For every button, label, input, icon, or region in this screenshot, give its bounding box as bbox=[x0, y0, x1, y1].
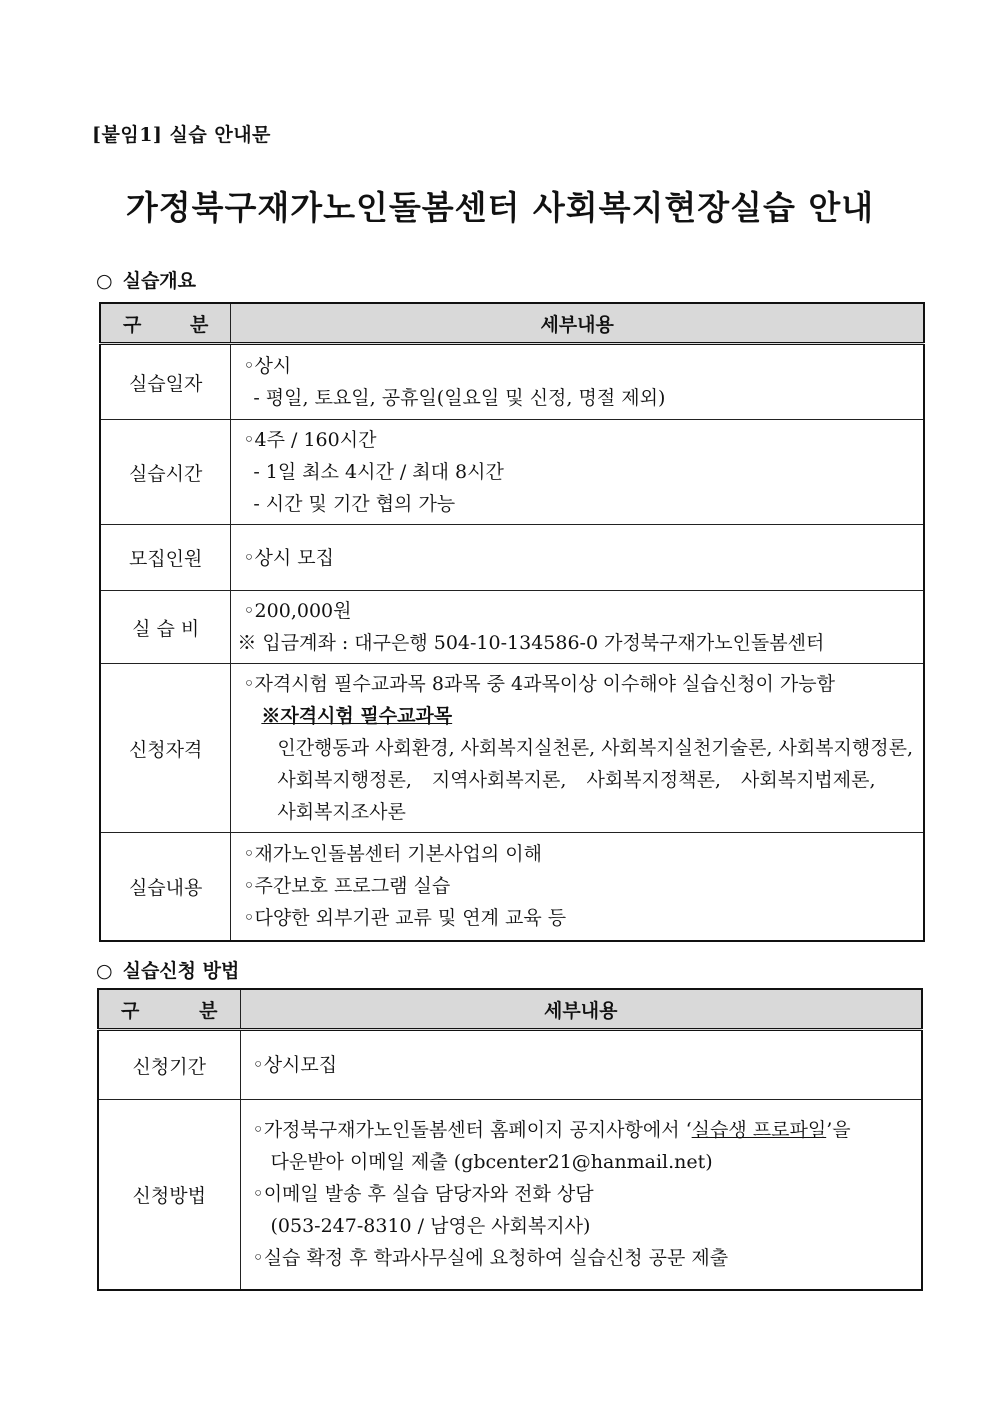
section-heading-application bbox=[96, 956, 239, 983]
circle-bullet-icon: ○ bbox=[96, 270, 113, 292]
row-label: 신청자격 bbox=[100, 664, 231, 833]
row-label: 실습일자 bbox=[100, 344, 231, 420]
table-header-row bbox=[98, 989, 922, 1030]
table-row bbox=[100, 525, 924, 591]
row-details: ◦200,000원 ※ 입금계좌 : 대구은행 504-10-134586-0 가정북구재가노인돌봄센터 bbox=[231, 591, 924, 664]
header-details: 세부내용 bbox=[231, 303, 924, 344]
row-label: 실습시간 bbox=[100, 420, 231, 525]
table-row bbox=[100, 833, 924, 941]
table-row bbox=[100, 420, 924, 525]
table-row bbox=[100, 591, 924, 664]
row-details: ◦상시 모집 bbox=[231, 525, 924, 591]
section-heading-overview bbox=[96, 266, 196, 293]
row-label: 모집인원 bbox=[100, 525, 231, 591]
table-row bbox=[100, 664, 924, 833]
page-title: 가정북구재가노인돌봄센터 사회복지현장실습 안내 bbox=[125, 188, 875, 227]
row-details: ◦가정북구재가노인돌봄센터 홈페이지 공지사항에서 ‘실습생 프로파일’을 다운받아 이메일 제출 (gbcenter21@hanmail.net) ◦이메일 발송 후 실습 담당자와 전화 상담 (053-247-8310 / 남영은 사회복지사) ◦실습 확정 후 학과사무실에 요청하여 실습신청 공문 제출 bbox=[240, 1100, 922, 1290]
section-title: 실습개요 bbox=[122, 270, 197, 292]
row-details: ◦상시 - 평일, 토요일, 공휴일(일요일 및 신정, 명절 제외) bbox=[231, 344, 924, 420]
header-details: 세부내용 bbox=[240, 989, 922, 1030]
row-label: 실 습 비 bbox=[100, 591, 231, 664]
table-header-row bbox=[100, 303, 924, 344]
header-category: 구 분 bbox=[100, 303, 231, 344]
attachment-label: [붙임1] 실습 안내문 bbox=[92, 124, 271, 146]
row-details: ◦4주 / 160시간 - 1일 최소 4시간 / 최대 8시간 - 시간 및 기간 협의 가능 bbox=[231, 420, 924, 525]
row-label: 신청기간 bbox=[98, 1030, 240, 1100]
overview-table bbox=[99, 302, 925, 942]
row-details: ◦재가노인돌봄센터 기본사업의 이해 ◦주간보호 프로그램 실습 ◦다양한 외부기관 교류 및 연계 교육 등 bbox=[231, 833, 924, 941]
table-row bbox=[98, 1030, 922, 1100]
table-row bbox=[100, 344, 924, 420]
row-details: ◦자격시험 필수교과목 8과목 중 4과목이상 이수해야 실습신청이 가능함 ※자격시험 필수교과목 인간행동과 사회환경, 사회복지실천론, 사회복지실천기술론, 사회복지행정론, 사회복지행정론, 지역사회복지론, 사회복지정책론, 사회복지법제론, 사회복지조사론 bbox=[231, 664, 924, 833]
section-title: 실습신청 방법 bbox=[122, 960, 240, 982]
table-row bbox=[98, 1100, 922, 1290]
row-label: 신청방법 bbox=[98, 1100, 240, 1290]
application-table bbox=[97, 988, 923, 1291]
row-label: 실습내용 bbox=[100, 833, 231, 941]
header-category: 구 분 bbox=[98, 989, 240, 1030]
row-details: ◦상시모집 bbox=[240, 1030, 922, 1100]
circle-bullet-icon: ○ bbox=[96, 960, 113, 982]
